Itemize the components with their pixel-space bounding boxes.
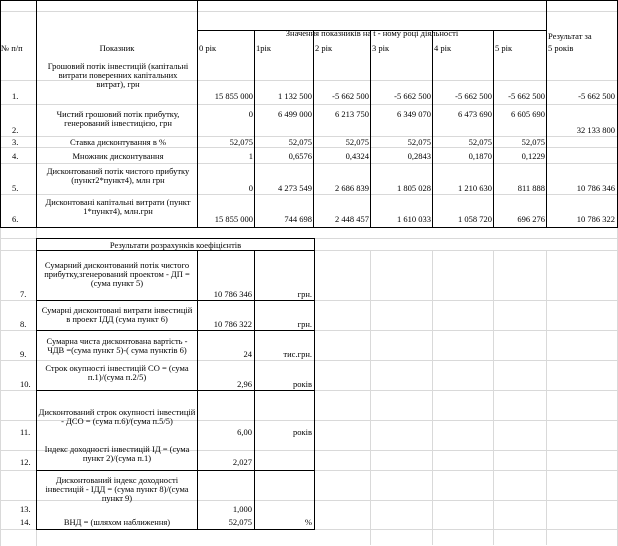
row-number: 6. [12, 214, 19, 224]
year-5-header: 5 рік [495, 43, 513, 53]
coef-unit: років [292, 427, 312, 437]
table-border [36, 470, 315, 471]
cell-value: 0,1229 [521, 151, 545, 161]
gridline [370, 250, 371, 545]
coef-value: 10 786 346 [213, 289, 252, 299]
row-number: 10. [20, 379, 31, 389]
cell-value: 52,075 [521, 137, 545, 147]
table-border [370, 30, 371, 228]
table-border [36, 0, 37, 228]
cell-value: 52,075 [407, 137, 431, 147]
row-label: Чистий грошовий потік прибутку, генерований інвестицією, грн [56, 109, 180, 128]
coef-label: Дисконтований строк окупності інвестицій - ДСО = (сума п.6)/(сума п.5/5) [38, 407, 196, 426]
indicator-header: Показник [99, 43, 135, 53]
year-4-header: 4 рік [434, 43, 452, 53]
result-header: Результат за [548, 31, 592, 41]
row-number: 3. [12, 137, 19, 147]
table-border [546, 0, 547, 228]
cell-value: -5 662 500 [394, 91, 431, 101]
table-border [36, 390, 315, 391]
table-border [36, 330, 315, 331]
cell-value: 6 499 000 [278, 109, 312, 119]
row-label: Дисконтовані капітальні витрати (пункт 1*пункт4), млн.грн [45, 197, 191, 216]
cell-value: -5 662 500 [332, 91, 369, 101]
cell-value: 52,075 [468, 137, 492, 147]
table-border [0, 0, 1, 228]
cell-value: 0,4324 [345, 151, 369, 161]
row-label: Множник дисконтування [72, 151, 164, 161]
cell-value: 2 448 457 [335, 214, 369, 224]
cell-value: 0,1870 [468, 151, 492, 161]
cell-value: 2 686 839 [335, 183, 369, 193]
table-border [432, 30, 433, 228]
table-border [0, 0, 618, 1]
cell-value: 744 698 [284, 214, 312, 224]
year-3-header: 3 рік [372, 43, 390, 53]
table-border [0, 227, 618, 228]
gridline [432, 250, 433, 545]
gridline [0, 163, 617, 164]
cell-value: 1 610 033 [397, 214, 431, 224]
cell-result: 32 133 800 [576, 125, 615, 135]
table-border [493, 30, 494, 228]
gridline [0, 147, 617, 148]
cell-result: -5 662 500 [578, 91, 615, 101]
cell-value: 0,6576 [288, 151, 312, 161]
cell-value: -5 662 500 [508, 91, 545, 101]
coef-unit: грн. [297, 319, 312, 329]
cell-result: 10 786 322 [576, 214, 615, 224]
gridline [0, 11, 617, 12]
row-number: 2. [12, 125, 19, 135]
coef-unit: тис.грн. [283, 349, 312, 359]
coef-value: 24 [243, 349, 252, 359]
table-border [254, 30, 255, 228]
table-border [36, 238, 37, 530]
cell-value: 15 855 000 [214, 91, 253, 101]
year-1-header: 1рік [256, 43, 271, 53]
row-number: 8. [20, 319, 27, 329]
row-number: 9. [20, 349, 27, 359]
cell-result: 10 786 346 [576, 183, 615, 193]
gridline [0, 104, 617, 105]
row-number: 7. [20, 289, 27, 299]
table-border [36, 238, 315, 239]
cell-value: 4 273 549 [278, 183, 312, 193]
row-number: 4. [12, 151, 19, 161]
years-group-header: Значення показників на t - ному році діяльності [285, 28, 459, 38]
row-number: 1. [12, 91, 19, 101]
gridline [0, 194, 617, 195]
coef-unit: % [304, 517, 312, 527]
num-header: № п/п [1, 43, 23, 53]
cell-value: 52,075 [229, 137, 253, 147]
coef-label: Дисконтований індекс доходності інвестицій - ІДД = (сума пункт 8)/(сума пункт 9) [45, 475, 189, 503]
cell-value: 15 855 000 [214, 214, 253, 224]
row-label: Ставка дисконтування в % [69, 137, 167, 147]
coef-value: 10 786 322 [213, 319, 252, 329]
table-border [313, 30, 314, 228]
coef-value: 52,075 [228, 517, 252, 527]
coef-unit: грн. [297, 289, 312, 299]
coef-unit: років [292, 379, 312, 389]
coef-table-title: Результати розрахунків коефіцієнтів [109, 240, 242, 250]
coef-label: Індекс доходності інвестицій ІД = (сума пункт 2)/(сума п.1) [44, 444, 190, 463]
row-number: 11. [20, 427, 31, 437]
table-border [36, 250, 315, 251]
result-subheader: 5 років [548, 43, 574, 53]
gridline [493, 250, 494, 545]
gridline [0, 228, 1, 546]
coef-value: 2,027 [232, 457, 252, 467]
cell-value: 696 276 [517, 214, 545, 224]
row-number: 5. [12, 183, 19, 193]
table-border [36, 529, 315, 530]
cell-value: 6 473 690 [458, 109, 492, 119]
cell-value: 0 [248, 183, 253, 193]
coef-label: ВНД = (шляхом наближення) [63, 517, 171, 527]
cell-value: 0,2843 [407, 151, 431, 161]
row-label: Грошовий потік інвестицій (капітальні витрати поверенних капітальних витрат), грн [47, 61, 189, 89]
table-border [36, 300, 315, 301]
row-number: 14. [20, 517, 31, 527]
coef-label: Сумарна чиста дисконтована вартість - ЧДВ =(сума пункт 5)-( сума пунктів 6) [46, 336, 188, 355]
year-2-header: 2 рік [315, 43, 333, 53]
cell-value: 6 349 070 [397, 109, 431, 119]
row-number: 12. [20, 457, 31, 467]
cell-value: 1 805 028 [397, 183, 431, 193]
row-label: Дисконтований потік чистого прибутку (пункт2*пункт4), млн грн [46, 166, 190, 185]
cell-value: 52,075 [288, 137, 312, 147]
coef-label: Строк окупності інвестицій СО = (сума п.1)/(сума п.2/5) [45, 363, 189, 382]
coef-label: Сумарні дисконтовані витрати інвестицій в проект ІДД (сума пункт 6) [41, 305, 193, 324]
coef-value: 1,000 [232, 504, 252, 514]
cell-value: 6 213 750 [335, 109, 369, 119]
coef-label: Сумарний дисконтований потік чистого прибутку,згенерований проектом - ДП =(сума пункт 5) [44, 260, 190, 288]
table-border [314, 238, 315, 530]
year-0-header: 0 рік [199, 43, 217, 53]
cell-value: 1 210 630 [458, 183, 492, 193]
gridline [546, 250, 547, 545]
cell-value: 1 [248, 151, 253, 161]
gridline [0, 360, 617, 361]
coef-value: 6,00 [237, 427, 252, 437]
row-number: 13. [20, 504, 31, 514]
cell-value: 1 132 500 [278, 91, 312, 101]
cell-value: 1 058 720 [458, 214, 492, 224]
coef-value: 2,96 [237, 379, 252, 389]
cell-value: 811 888 [517, 183, 545, 193]
cell-value: 52,075 [345, 137, 369, 147]
cell-value: 0 [248, 109, 253, 119]
cell-value: 6 605 690 [511, 109, 545, 119]
cell-value: -5 662 500 [455, 91, 492, 101]
